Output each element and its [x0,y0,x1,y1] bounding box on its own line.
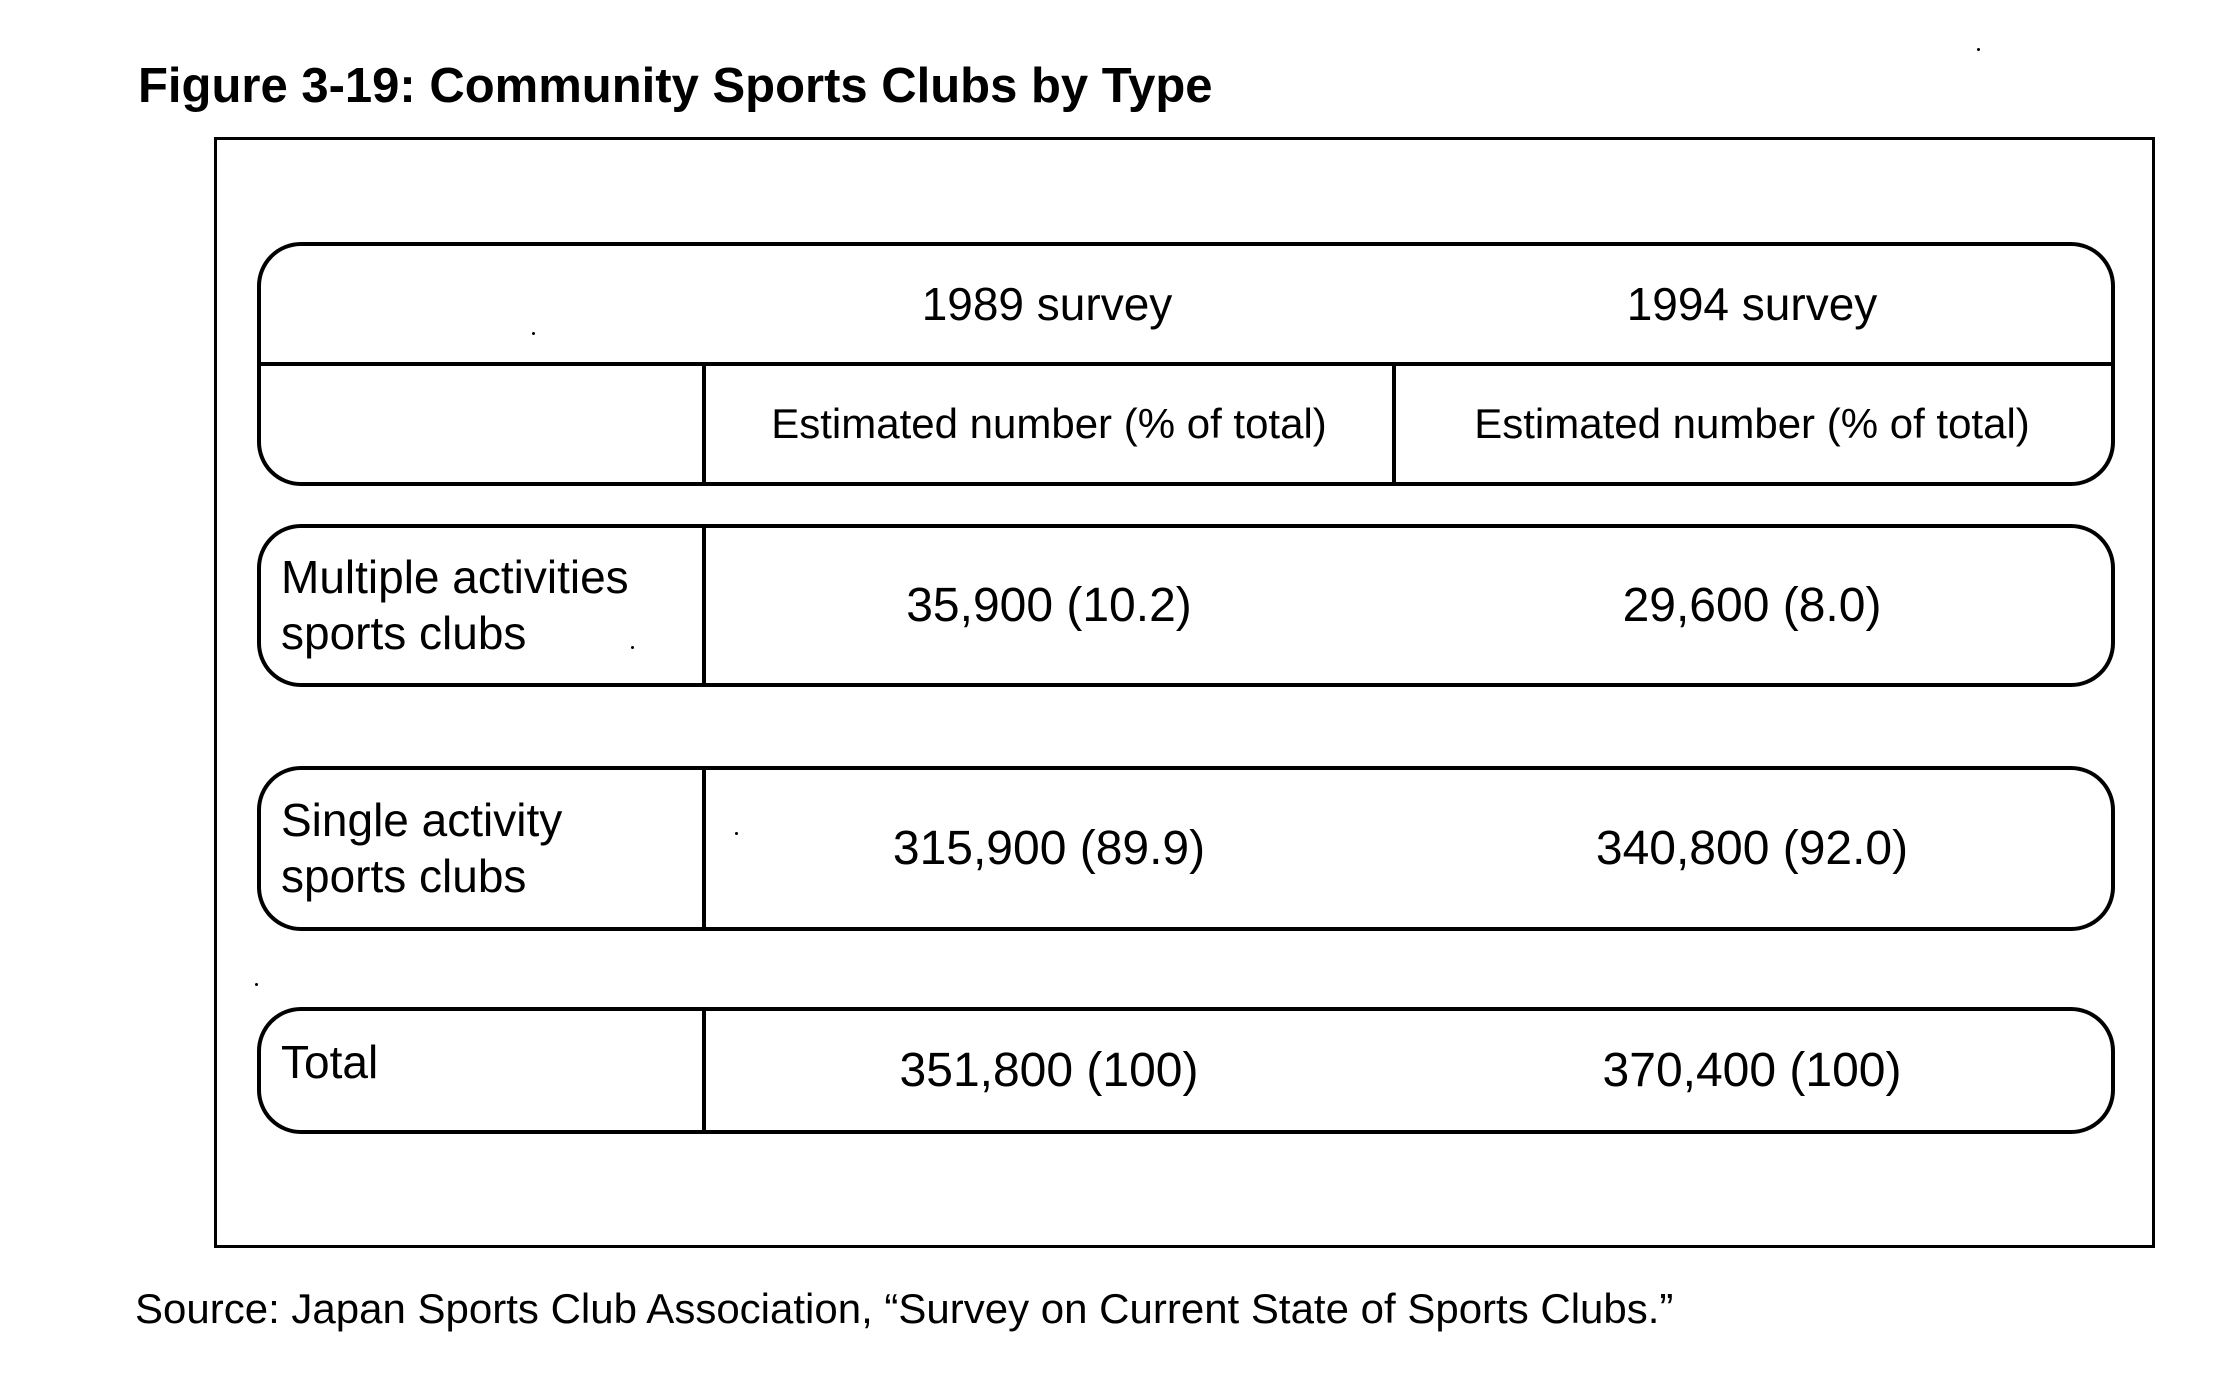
scan-speck [735,832,738,835]
value-1994: 370,400 (100) [1602,1044,1902,1097]
value-1994: 340,800 (92.0) [1595,822,1909,875]
header-subheader-1989: Estimated number (% of total) [771,400,1327,447]
source-note: Source: Japan Sports Club Association, “Survey on Current State of Sports Clubs.” [135,1285,1674,1332]
header-subheader-1994: Estimated number (% of total) [1474,400,2030,447]
table-header [257,242,2115,486]
scan-speck [255,983,258,986]
header-subheader-row [261,366,2111,482]
value-1989: 351,800 (100) [899,1044,1199,1097]
scan-speck [1977,48,1980,51]
table-row [257,766,2115,931]
value-1994: 29,600 (8.0) [1622,579,1882,632]
scan-speck [532,332,535,335]
value-1989: 35,900 (10.2) [906,579,1192,632]
table-row-total [257,1007,2115,1134]
row-label: Multiple activities sports clubs [281,551,629,659]
header-year-1989: 1989 survey [921,278,1173,330]
scan-speck [631,646,634,649]
value-1989: 315,900 (89.9) [892,822,1206,875]
table-row [257,524,2115,687]
figure-title: Figure 3-19: Community Sports Clubs by Type [138,59,1213,113]
row-label: Total [281,1036,379,1088]
header-year-1994: 1994 survey [1626,278,1878,330]
header-year-row [261,246,2111,366]
row-label: Single activity sports clubs [281,794,563,902]
